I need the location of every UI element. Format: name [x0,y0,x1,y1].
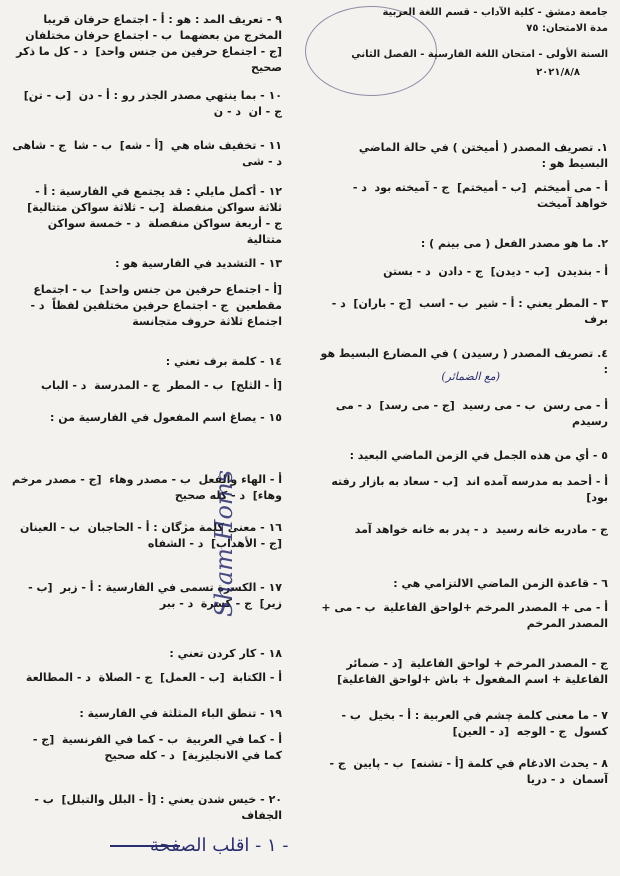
question-5-options-ab: أ - أحمد به مدرسه آمده اند [ب - سعاد به بازار رفته بود] [327,475,608,504]
header-line1: جامعة دمشق - كلية الآداب - قسم اللغة العربية [382,7,608,18]
question-3: ٣ - المطر يعني : أ - شير ب - اسب [ج - باران] د - برف [327,297,608,326]
handwritten-side-note: Sham Homs [210,470,238,618]
question-4-options: أ - مى رسن ب - مى رسيد [ج - مى رسد] د - مى رسيدم [332,399,608,428]
question-17: ١٧ - الكسرة تسمى في الفارسية : أ - زبر [ب - زير] ج - كسرة د - ببر [24,581,282,610]
question-6-options-cd: ج - المصدر المرخم + لواحق الفاعلية [د - ضمائر الفاعلية + اسم المفعول + باش +لواحق الفاعلية] [337,657,608,686]
question-7: ٧ - ما معنى كلمة چشم في العربية : أ - بخيل ب - كسول ج - الوجه [د - العين] [337,709,608,738]
question-14: ١٤ - كلمة برف تعني : [165,355,282,368]
header-line2: مدة الامتحان: ٧٥ [526,23,608,34]
question-20: ٢٠ - خيس شدن يعني : [أ - البلل والتبلل] ب - الجفاف [30,793,282,822]
header-date: ٢٠٢١/٨/٨ [536,67,580,78]
question-8: ٨ - يحدث الادغام في كلمة [أ - تشنه] ب - پايين ج - آسمان د - دريا [325,757,608,786]
question-2: ٢. ما هو مصدر الفعل ( مى بينم ) : [420,237,608,250]
question-19: ١٩ - تنطق الباء المثلثة في الفارسية : [79,707,282,720]
question-18-options: أ - الكتابة [ب - العمل] ج - الصلاة د - المطالعة [25,671,282,684]
question-5: ٥ - أي من هذه الجمل في الزمن الماضي البعيد : [349,449,608,462]
question-12: ١٢ - أكمل مايلي : قد يجتمع في الفارسية : أ - ثلاثة سواكن منفصلة [ب - ثلاثة سواكن متتالية] ج - أربعة سواكن منفصلة د - خمسة سواكن متتالية [19,185,282,246]
question-13-options: [أ - اجتماع حرفين من جنس واحد] ب - اجتماع مقطعين ج - اجتماع حرفين مختلفين لفظاً د - اجتماع ثلاثة حروف متجانسة [26,283,282,328]
question-5-options-cd: ج - مادربه خانه رسيد د - پدر به خانه خواهد آمد [354,523,608,536]
question-9: ٩ - تعريف المد : هو : أ - اجتماع حرفان قريبا المخرج من بعضهما ب - اجتماع حرفان مختلفان [ج - اجتماع حرفين من جنس واحد] د - كل ما ذكر صحيح [12,13,282,74]
question-13: ١٣ - التشديد في الفارسية هو : [115,257,282,270]
header-line3: السنة الأولى - امتحان اللغة الفارسية - الفصل الثاني [351,49,608,60]
footer-page-note: - ١ - اقلب الصفحة [150,835,289,856]
question-6-options-ab: أ - مى + المصدر المرخم +لواحق الفاعلية ب - مى + المصدر المرخم [317,601,608,630]
question-19-options: أ - كما في العربية ب - كما في الفرنسية [ج - كما في الانجليزية] د - كله صحيح [29,733,282,762]
handwritten-annotation: (مع الضمائر) [441,370,500,383]
question-6: ٦ - قاعدة الزمن الماضي الالتزامي هي : [393,577,608,590]
question-11: ١١ - تخفيف شاه هي [أ - شه] ب - شا ج - شاهى د - شى [4,139,282,168]
question-16: ١٦ - معنى كلمة مژگان : أ - الحاجبان ب - العينان [ج - الأهداب] د - الشفاه [12,521,282,550]
question-2-options: أ - بنديدن [ب - ديدن] ج - دادن د - بستن [383,265,608,278]
question-1-options: أ - مى أميختم [ب - أميختم] ج - آميخته بود د - خواهد آميخت [348,181,608,210]
question-10: ١٠ - بما ينتهي مصدر الجذر رو : أ - دن [ب - تن] ج - ان د - ن [16,89,282,118]
question-15: ١٥ - يصاغ اسم المفعول في الفارسية من : [49,411,282,424]
question-14-options: [أ - الثلج] ب - المطر ج - المدرسة د - الباب [41,379,282,392]
question-4: ٤. تصريف المصدر ( رسيدن ) في المضارع البسيط هو : [316,347,608,376]
question-18: ١٨ - كار كردن تعني : [169,647,282,660]
question-1: ١. تصريف المصدر ( أميختن ) في حالة الماضي البسيط هو : [354,141,608,170]
question-15-options: أ - الهاء والفعل ب - مصدر وهاء [ج - مصدر مرخم وهاء] د - كله صحيح [8,473,282,502]
